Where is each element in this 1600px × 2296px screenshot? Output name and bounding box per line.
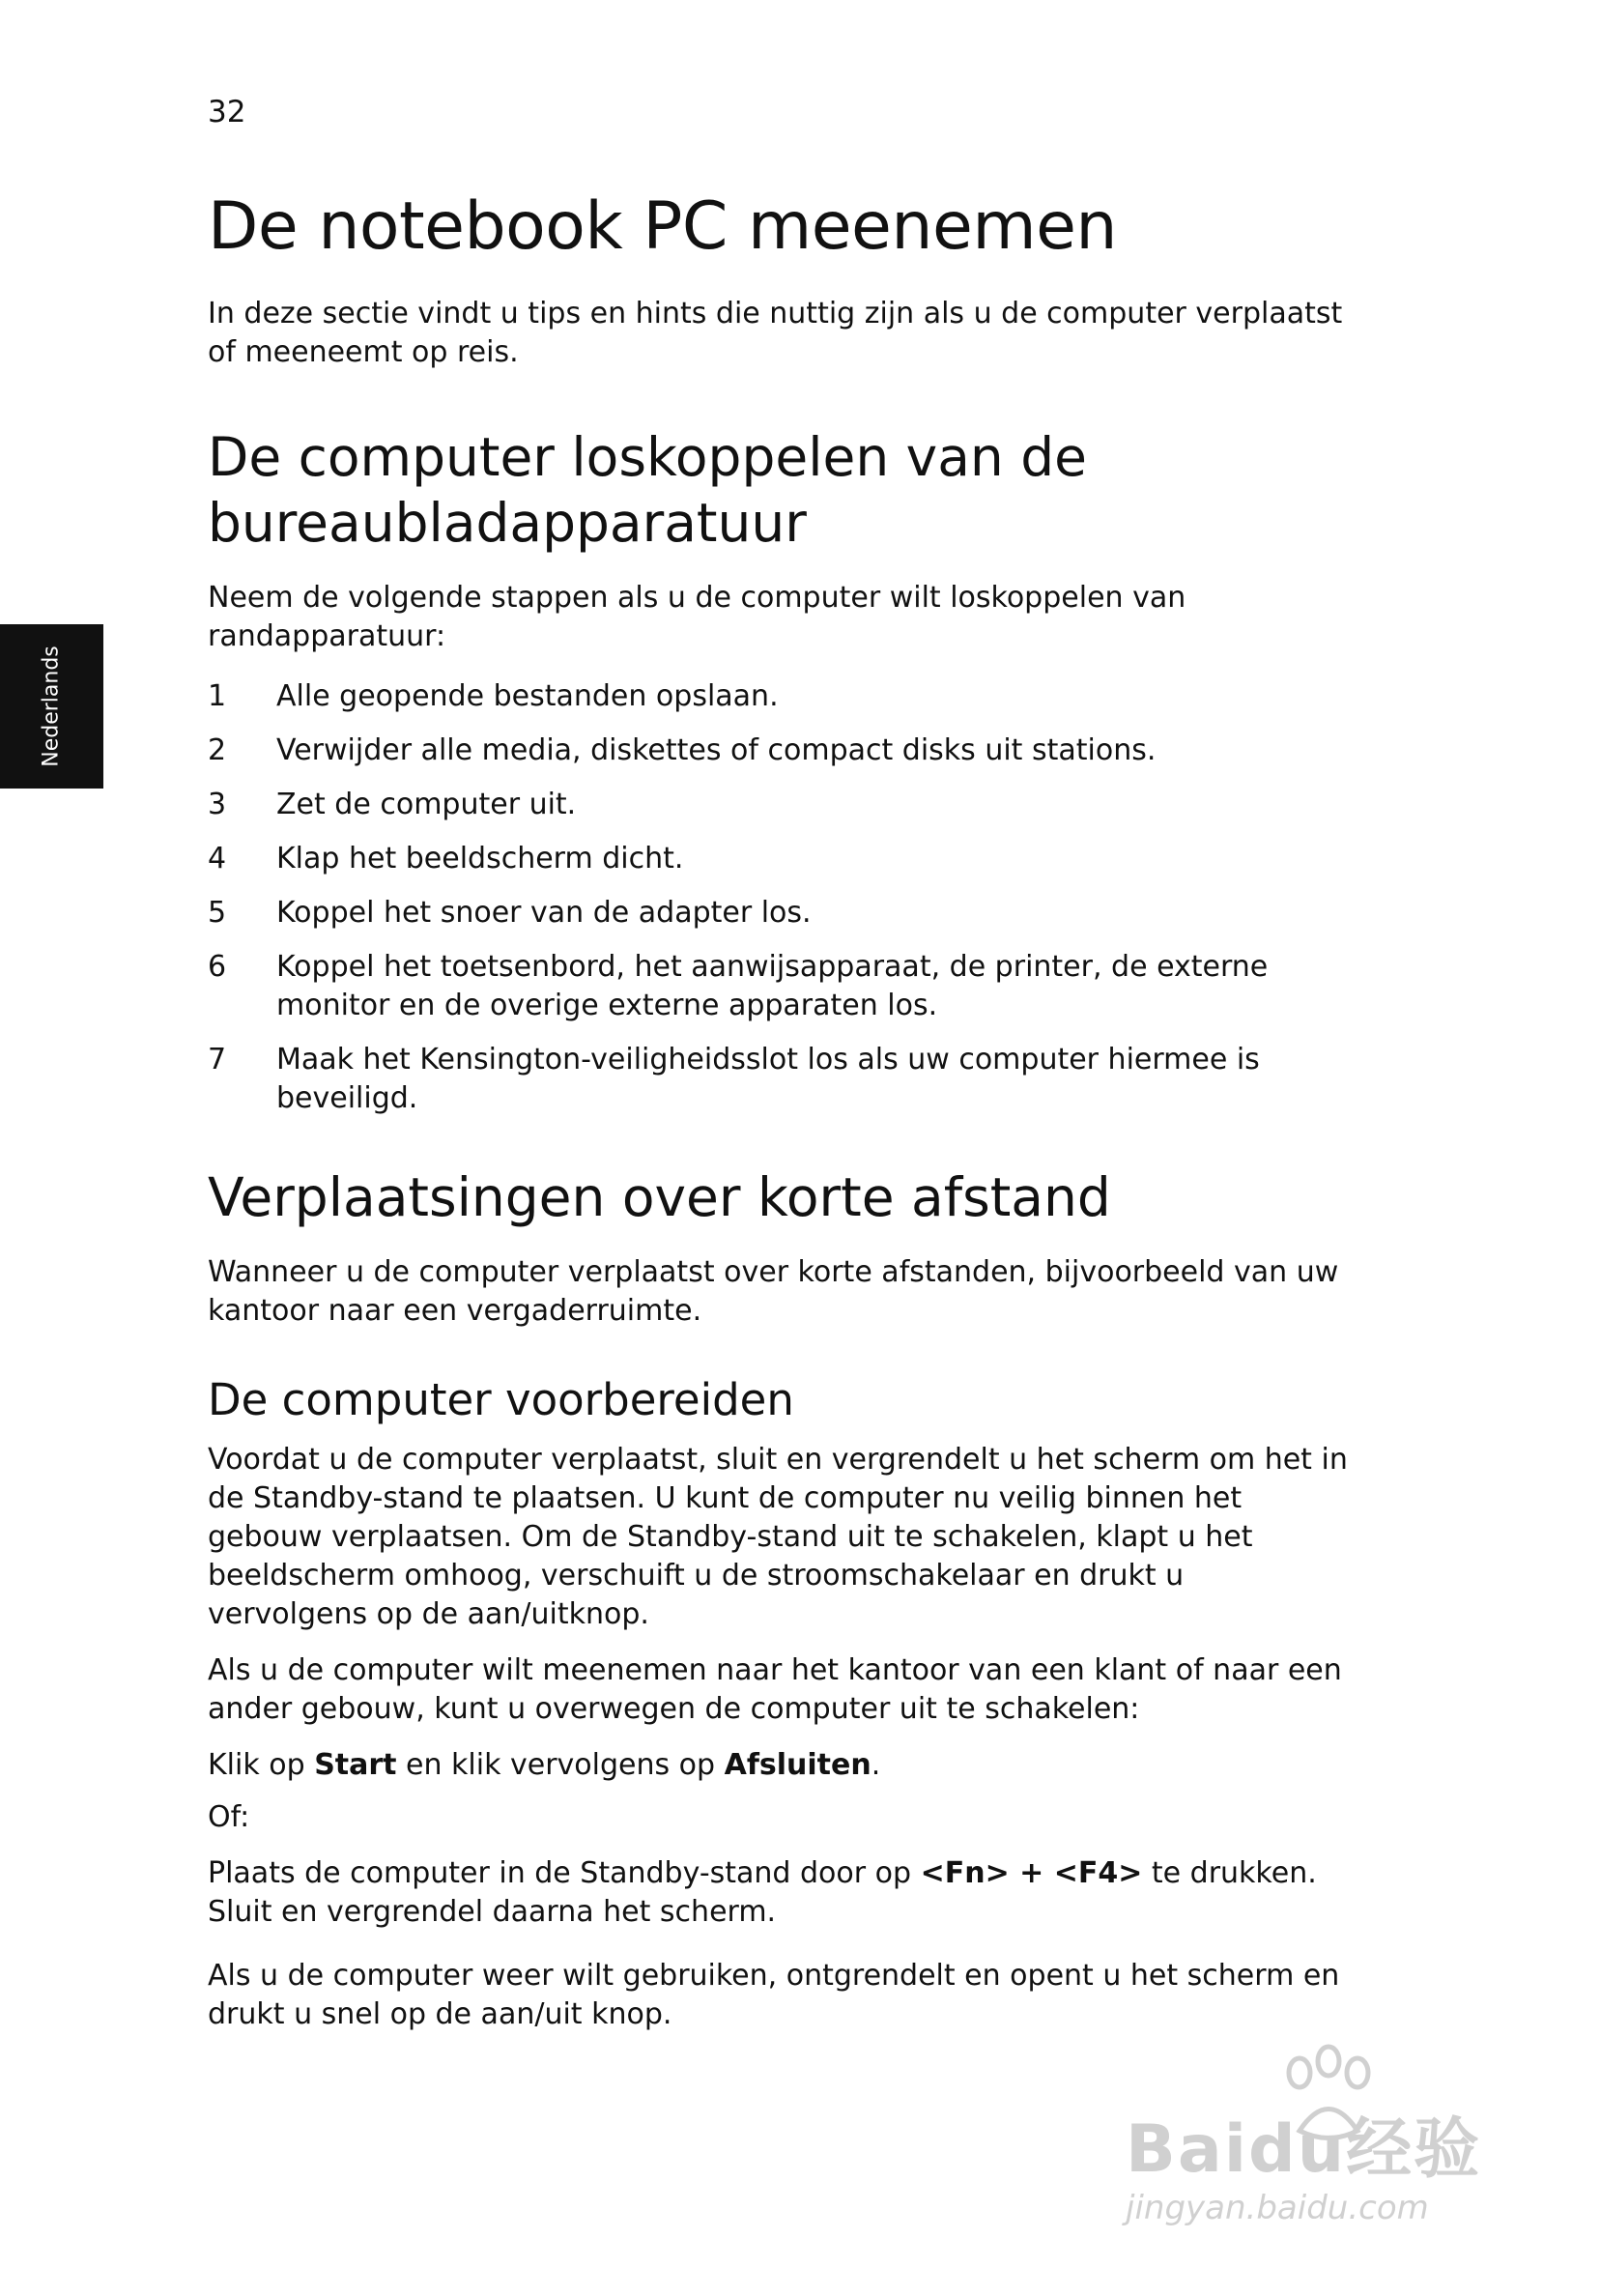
step-text: Verwijder alle media, diskettes of compact disks uit stations. [276, 733, 1157, 767]
page-title: De notebook PC meenemen [208, 188, 1117, 265]
side-tab-label: Nederlands [39, 646, 64, 767]
baidu-watermark [1126, 2044, 1512, 2237]
list-item [208, 840, 1348, 878]
page-number: 32 [208, 95, 246, 129]
key-combo: <Fn> + <F4> [920, 1856, 1143, 1890]
prepare-paragraph-standby [208, 1854, 1348, 1932]
list-item [208, 786, 1348, 824]
step-number: 4 [208, 842, 227, 875]
watermark-url: jingyan.baidu.com [1126, 2189, 1429, 2227]
step-text: Maak het Kensington-veiligheidsslot los als uw computer hiermee is beveiligd. [276, 1043, 1260, 1115]
section-intro-short-distance: Wanneer u de computer verplaatst over korte afstanden, bijvoorbeeld van uw kantoor naar een vergaderruimte. [208, 1255, 1339, 1328]
prepare-paragraph-1: Voordat u de computer verplaatst, sluit en vergrendelt u het scherm om het in de Standby-stand te plaatsen. U kunt de computer nu veilig binnen het gebouw verplaatsen. Om de Standby-stand uit te schakelen, klapt u het beeldscherm omhoog, verschuift u de stroomschakelaar en drukt u vervolgens op de aan/uitknop. [208, 1443, 1348, 1631]
list-item [208, 732, 1348, 770]
subsection-heading-prepare: De computer voorbereiden [208, 1374, 794, 1425]
text-run: . [871, 1748, 881, 1782]
step-number: 7 [208, 1043, 227, 1076]
section-heading-disconnect: De computer loskoppelen van de bureaubladapparatuur [208, 426, 1087, 554]
step-number: 2 [208, 733, 227, 767]
step-text: Klap het beeldscherm dicht. [276, 842, 684, 875]
text-run: Klik op [208, 1748, 315, 1782]
language-side-tab [0, 624, 103, 789]
list-item [208, 677, 1348, 716]
step-number: 3 [208, 788, 227, 821]
page-content [208, 188, 1348, 2052]
list-item [208, 894, 1348, 933]
step-number: 1 [208, 679, 227, 713]
shutdown-label: Afsluiten [724, 1748, 871, 1782]
list-item [208, 948, 1348, 1025]
step-text: Koppel het snoer van de adapter los. [276, 896, 812, 930]
step-text: Alle geopende bestanden opslaan. [276, 679, 779, 713]
step-text: Koppel het toetsenbord, het aanwijsapparaat, de printer, de externe monitor en de overige externe apparaten los. [276, 950, 1269, 1022]
prepare-paragraph-or: Of: [208, 1800, 250, 1834]
text-run: en klik vervolgens op [396, 1748, 725, 1782]
list-item [208, 1041, 1348, 1118]
text-run: Plaats de computer in de Standby-stand door op [208, 1856, 921, 1890]
step-number: 5 [208, 896, 227, 930]
prepare-paragraph-2: Als u de computer wilt meenemen naar het kantoor van een klant of naar een ander gebouw, kunt u overwegen de computer uit te schakelen: [208, 1653, 1342, 1726]
prepare-paragraph-shutdown [208, 1746, 1348, 1785]
watermark-brand: Baidu经验 [1126, 2111, 1482, 2188]
disconnect-steps-list [208, 677, 1348, 1118]
step-number: 6 [208, 950, 227, 984]
intro-paragraph: In deze sectie vindt u tips en hints die nuttig zijn als u de computer verplaatst of meeneemt op reis. [208, 297, 1343, 369]
step-text: Zet de computer uit. [276, 788, 577, 821]
section-heading-short-distance: Verplaatsingen over korte afstand [208, 1166, 1111, 1228]
section-intro-disconnect: Neem de volgende stappen als u de computer wilt loskoppelen van randapparatuur: [208, 581, 1186, 653]
start-label: Start [314, 1748, 397, 1782]
text-run: te drukken. Sluit en vergrendel daarna het scherm. [208, 1856, 1317, 1929]
prepare-paragraph-resume: Als u de computer weer wilt gebruiken, ontgrendelt en opent u het scherm en drukt u snel op de aan/uit knop. [208, 1959, 1340, 2031]
